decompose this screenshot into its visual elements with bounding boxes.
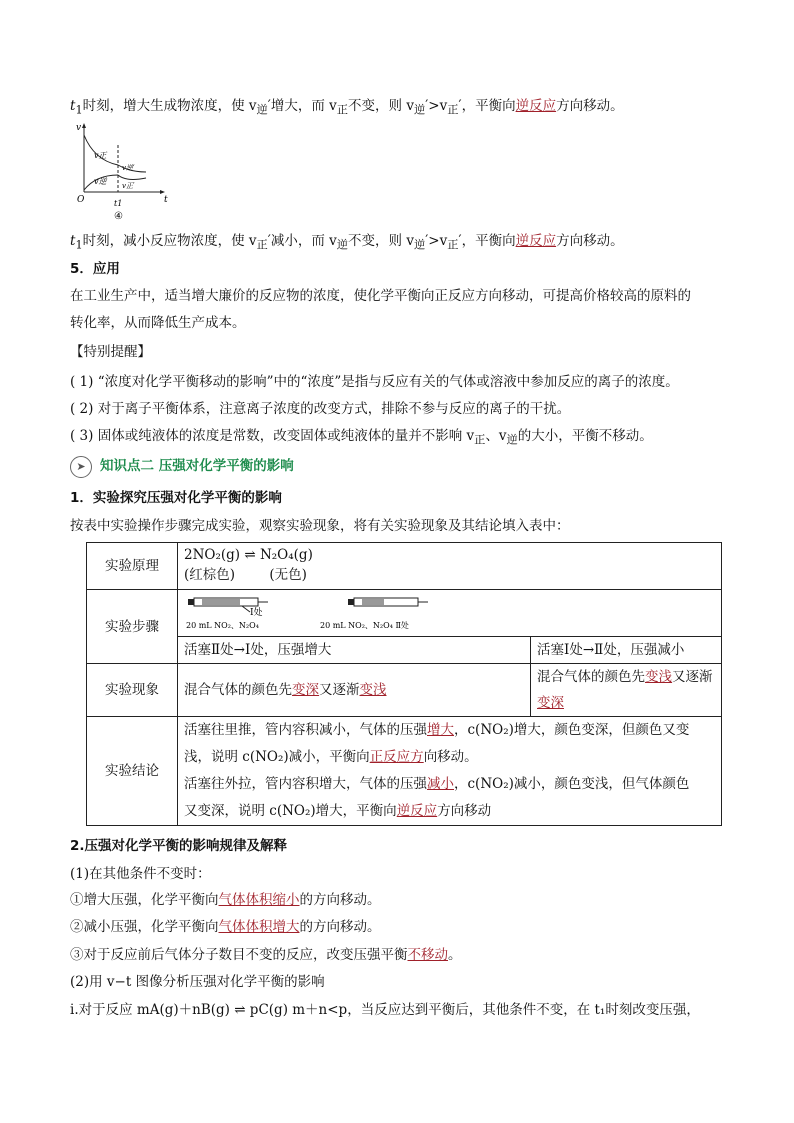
vt-graph — [74, 120, 174, 230]
graph-vzheng-label: v正 — [94, 151, 107, 160]
reaction-colors: (红棕色) (无色) — [184, 567, 307, 583]
tip-2: ( 2) 对于离子平衡体系，注意离子浓度的改变方式，排除不参与反应的离子的干扰。 — [70, 401, 571, 417]
syringe-diagram-right — [318, 594, 458, 634]
graph-v-label: v — [76, 123, 82, 133]
graph-origin-label: O — [77, 195, 85, 205]
row-label-steps: 实验步骤 — [87, 590, 178, 664]
rule-no-change: ③对于反应前后气体分子数目不变的反应，改变压强平衡不移动。 — [70, 947, 462, 963]
knowledge-point-heading: ➤ 知识点二 压强对化学平衡的影响 — [70, 456, 294, 478]
tip-title: 【特别提醒】 — [70, 344, 151, 360]
syringe-diagram-left — [184, 594, 304, 634]
section-2-case-i: ⅰ.对于反应 mA(g)＋nB(g) ⇌ pC(g) m＋n<p，当反应达到平衡后，其他条件不变，在 t₁时刻改变压强， — [70, 1002, 700, 1018]
paragraph-t1-increase-product: $t_1$时刻，增大生成物浓度，使 $v_逆'$增大，而 $v_正$不变，则 $v_逆'>v_正'$，平衡向逆反应方向移动。 — [70, 98, 624, 117]
syringe-left-caption: 20 mL NO₂、N₂O₄ — [186, 621, 259, 630]
graph-t-label: t — [164, 195, 168, 205]
phenomenon-pull: 混合气体的颜色先变浅又逐渐变深 — [531, 664, 722, 717]
section-2-item-1: (1)在其他条件不变时： — [70, 866, 211, 882]
table-row — [87, 664, 722, 717]
row-label-conclusion: 实验结论 — [87, 717, 178, 826]
step-pull: 活塞Ⅰ处→Ⅱ处，压强减小 — [531, 637, 722, 664]
table-row — [87, 717, 722, 826]
section-5-title: 5．应用 — [70, 261, 120, 277]
rule-decrease-pressure: ②减小压强，化学平衡向气体体积增大的方向移动。 — [70, 919, 381, 935]
syringe-right-caption: 20 mL NO₂、N₂O₄ Ⅱ处 — [320, 621, 409, 630]
section-1-intro: 按表中实验操作步骤完成实验，观察实验现象，将有关实验现象及其结论填入表中： — [70, 518, 570, 534]
table-row — [87, 637, 722, 664]
tip-1: ( 1) “浓度对化学平衡移动的影响”中的“浓度”是指与反应有关的气体或溶液中参加反应的离子的浓度。 — [70, 374, 679, 390]
graph-vzheng-prime-label: v正′ — [122, 182, 135, 190]
section-5-paragraph-2: 转化率，从而降低生产成本。 — [70, 315, 246, 331]
graph-t1-label: t1 — [114, 199, 123, 208]
table-row — [87, 590, 722, 637]
phenomenon-push: 混合气体的颜色先变深又逐渐变浅 — [178, 664, 531, 717]
conclusion-cell: 活塞往里推，管内容积减小，气体的压强增大，c(NO₂)增大，颜色变深，但颜色又变 浅，说明 c(NO₂)减小，平衡向正反应方向移动。 活塞往外拉，管内容积增大，气体的压强减小，c(NO₂)减小，颜色变浅，但气体颜色 又变深，说明 c(NO₂)增大，平衡向逆反应方向移动 — [178, 717, 722, 826]
syringe-left-mark: Ⅰ处 — [250, 608, 263, 618]
reaction-equation: 2NO₂(g) ⇌ N₂O₄(g) — [184, 547, 313, 563]
section-5-paragraph-1: 在工业生产中，适当增大廉价的反应物的浓度，使化学平衡向正反应方向移动，可提高价格较高的原料的 — [70, 288, 691, 304]
row-label-principle: 实验原理 — [87, 543, 178, 590]
rule-increase-pressure: ①增大压强，化学平衡向气体体积缩小的方向移动。 — [70, 892, 381, 908]
graph-number-label: ④ — [114, 211, 123, 222]
row-label-phenomenon: 实验现象 — [87, 664, 178, 717]
section-2-title: 2.压强对化学平衡的影响规律及解释 — [70, 838, 288, 854]
tip-3: ( 3) 固体或纯液体的浓度是常数，改变固体或纯液体的量并不影响 $v_正$、$v_逆$的大小，平衡不移动。 — [70, 428, 653, 447]
experiment-table — [86, 542, 722, 826]
section-2-item-2: (2)用 v−t 图像分析压强对化学平衡的影响 — [70, 974, 325, 990]
step-push: 活塞Ⅱ处→Ⅰ处，压强增大 — [178, 637, 531, 664]
section-1-title: 1．实验探究压强对化学平衡的影响 — [70, 490, 282, 506]
arrow-circle-icon: ➤ — [70, 456, 92, 478]
graph-vni-prime-label: v逆′ — [122, 164, 135, 172]
paragraph-t1-decrease-reactant: $t_1$时刻，减小反应物浓度，使 $v_正'$减小，而 $v_逆$不变，则 $v_逆'>v_正'$，平衡向逆反应方向移动。 — [70, 233, 624, 252]
table-row — [87, 543, 722, 590]
graph-vni-label: v逆 — [94, 177, 107, 186]
